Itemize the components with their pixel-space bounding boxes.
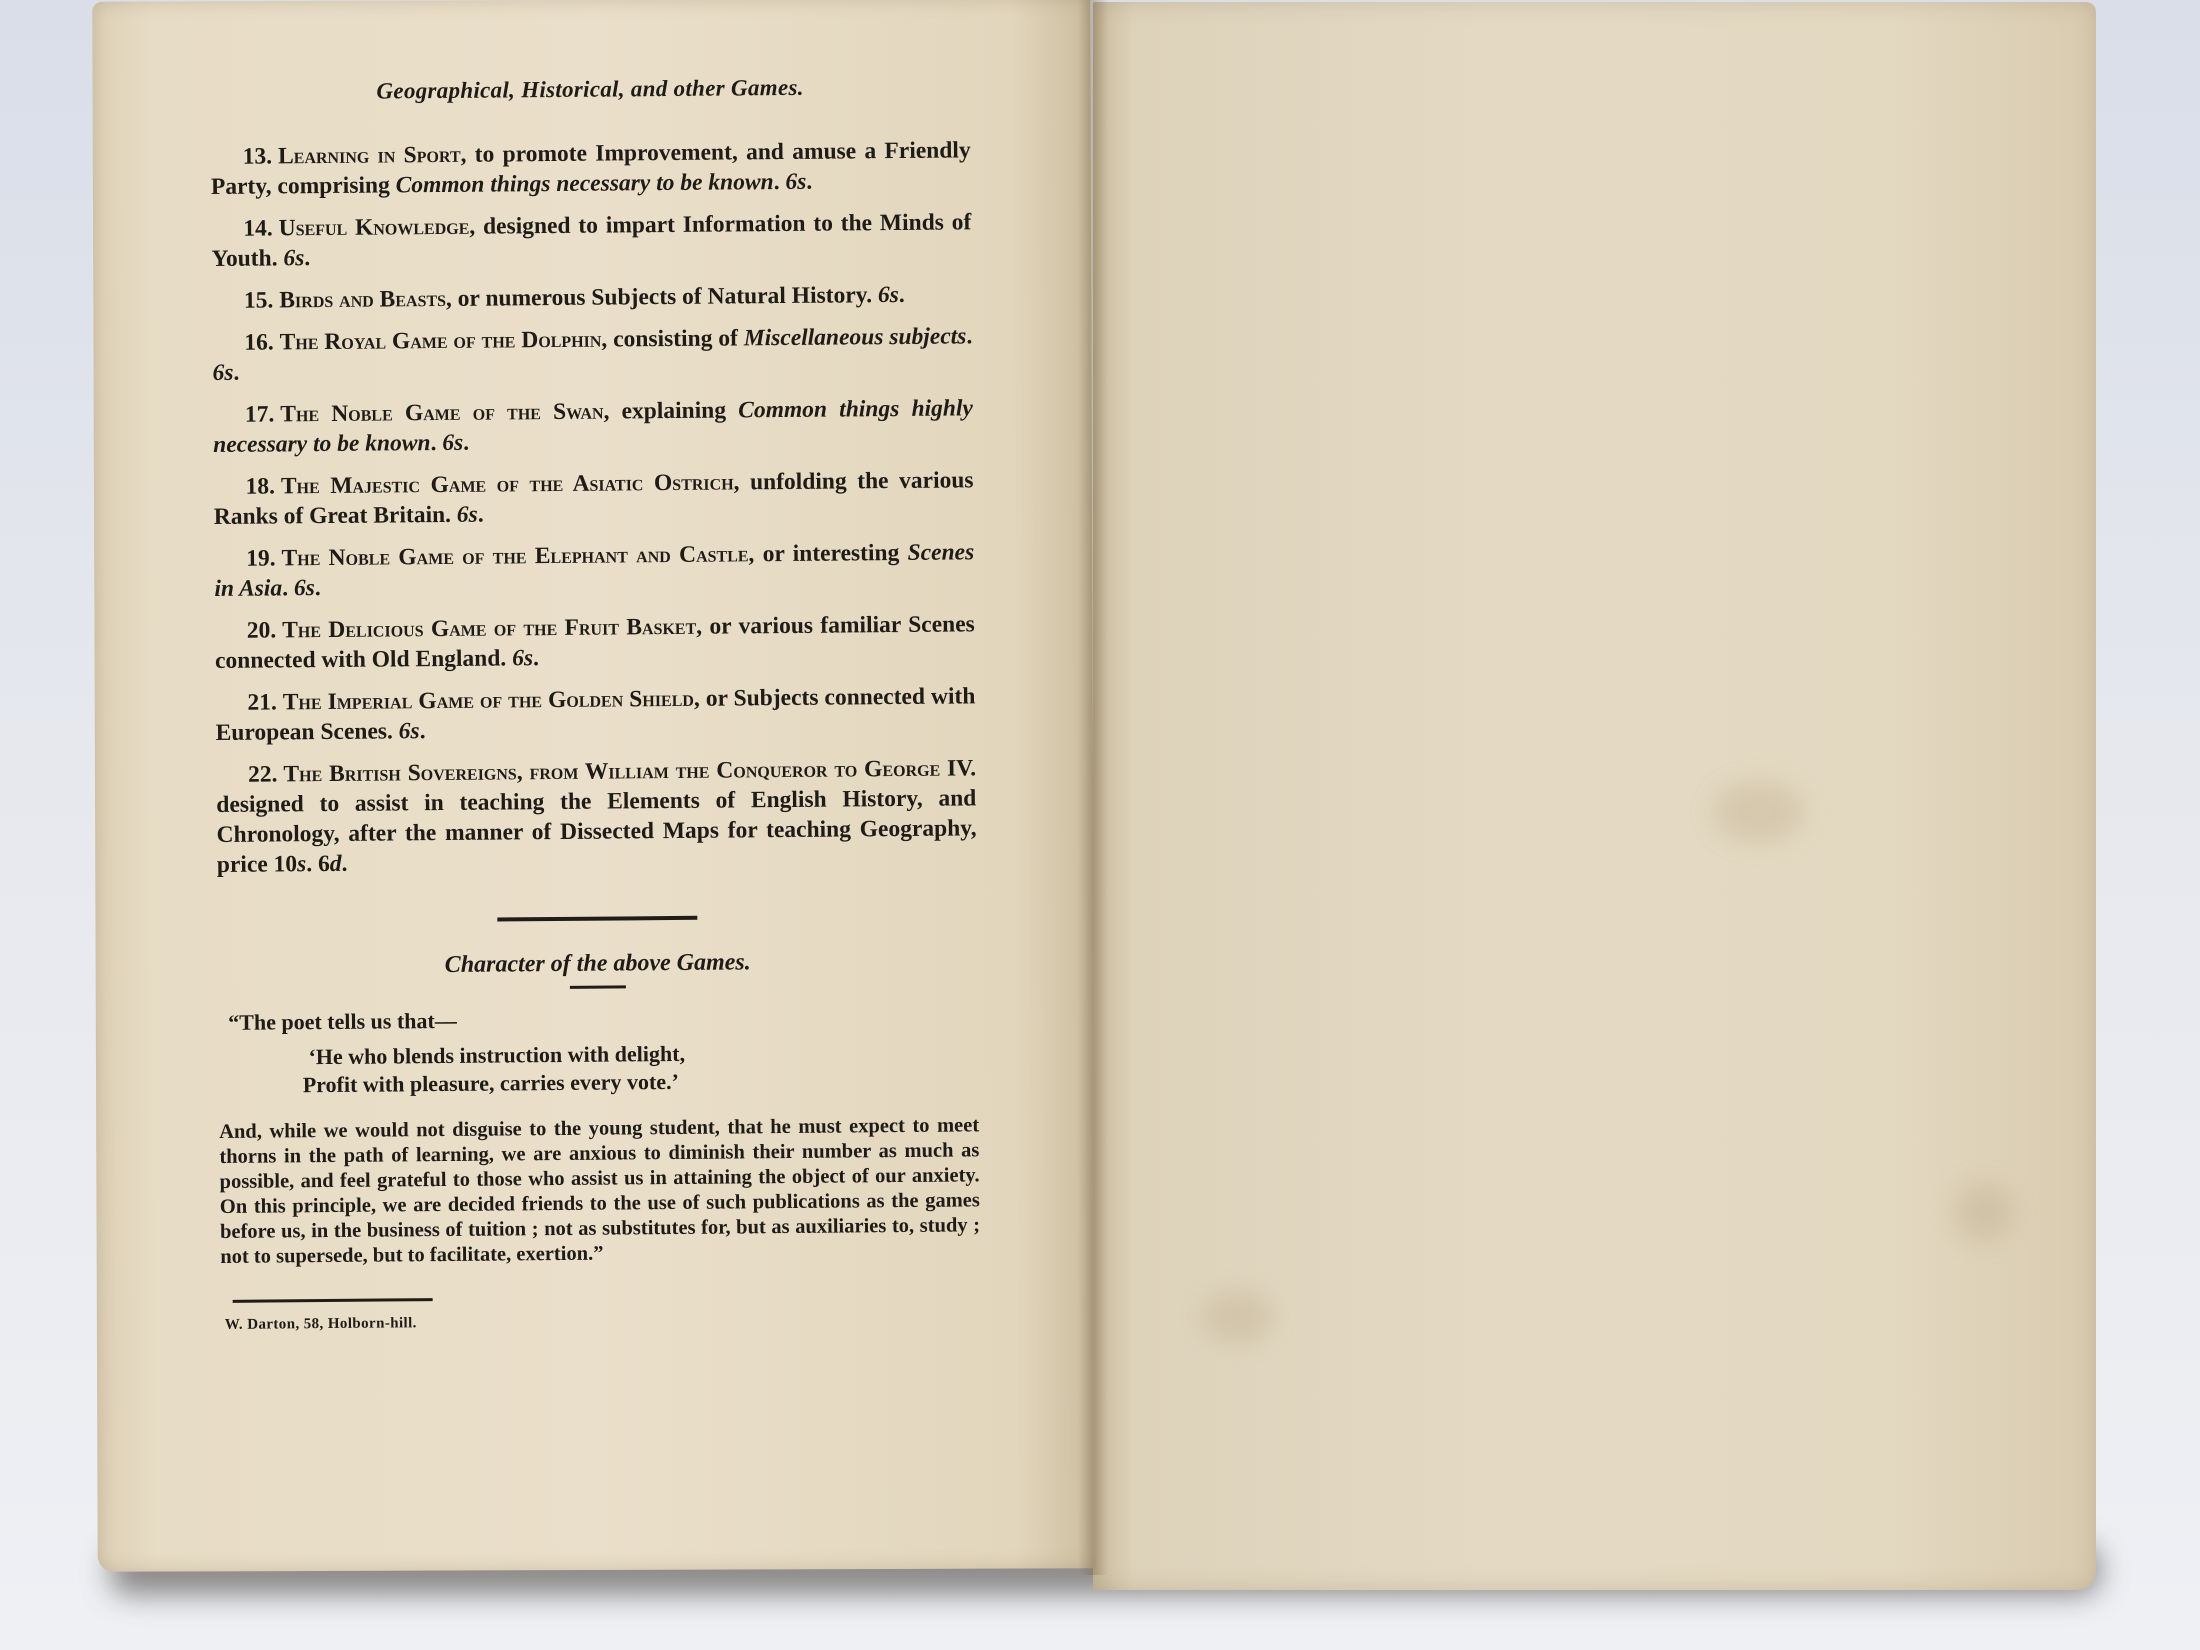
game-title: The British Sovereigns, from William the Conqueror to George IV. bbox=[283, 755, 977, 788]
game-title: The Imperial Game of the Golden Shield bbox=[282, 685, 695, 716]
entry-text: . bbox=[477, 501, 484, 528]
entry-text: . bbox=[233, 359, 240, 386]
entry-text: . bbox=[898, 281, 905, 308]
game-title: Learning in Sport bbox=[277, 141, 461, 170]
entry-text: 6s bbox=[293, 575, 315, 602]
games-list bbox=[211, 135, 977, 880]
entry-number: 17. bbox=[244, 401, 275, 428]
game-entry bbox=[215, 609, 975, 676]
entry-text: , or various familiar Scenes connected with Old England. bbox=[214, 611, 975, 674]
game-title: The Royal Game of the Dolphin bbox=[279, 326, 602, 356]
entry-number: 15. bbox=[243, 287, 274, 314]
entry-number: 19. bbox=[246, 545, 276, 572]
game-entry bbox=[212, 279, 972, 316]
entry-number: 21. bbox=[247, 689, 277, 716]
entry-text: 6s bbox=[398, 718, 420, 745]
entry-text: , or numerous Subjects of Natural History. bbox=[445, 282, 879, 312]
section-divider bbox=[497, 916, 697, 922]
game-entry bbox=[213, 465, 973, 532]
verse-line-1: ‘He who blends instruction with delight, bbox=[308, 1040, 686, 1070]
entry-text: 6s bbox=[512, 645, 534, 672]
entry-number: 18. bbox=[245, 473, 276, 500]
entry-text: . 6 bbox=[306, 850, 330, 878]
entry-text: 6s bbox=[212, 359, 234, 386]
game-title: Birds and Beasts bbox=[279, 285, 447, 314]
entry-text: Common things necessary to be known bbox=[395, 169, 774, 199]
entry-text: 6s bbox=[283, 245, 305, 272]
game-entry bbox=[214, 537, 974, 604]
game-title: The Noble Game of the Swan bbox=[280, 398, 604, 428]
footer-rule bbox=[233, 1298, 433, 1303]
entry-text: 6s bbox=[456, 501, 478, 528]
entry-text: 6s bbox=[877, 281, 899, 309]
short-divider bbox=[570, 985, 626, 988]
entry-text: , designed to impart Information to the Minds of Youth. bbox=[211, 209, 972, 272]
game-entry bbox=[213, 393, 973, 460]
entry-number: 13. bbox=[242, 143, 273, 170]
entry-text: , unfolding the various Ranks of Great Britain. bbox=[213, 467, 974, 530]
entry-text: Common things highly necessary to be known bbox=[213, 395, 974, 458]
game-title: Useful Knowledge bbox=[278, 213, 470, 242]
entry-text: designed to assist in teaching the Elements of English History, and Chronology, after the manner of Dissected Maps for teaching Geography, price 10 bbox=[216, 785, 977, 878]
game-title: The Noble Game of the Elephant and Castle bbox=[281, 541, 749, 572]
entry-number: 20. bbox=[246, 617, 277, 644]
entry-text: , or Subjects connected with European Scenes. bbox=[215, 683, 976, 746]
quote-intro: “The poet tells us that— bbox=[228, 1007, 457, 1035]
book-gutter bbox=[1078, 0, 1108, 1575]
entry-text: . bbox=[304, 245, 311, 272]
entry-text: Miscellaneous subjects bbox=[743, 323, 967, 352]
running-head: Geographical, Historical, and other Games. bbox=[376, 74, 804, 104]
entry-text: 6s bbox=[785, 168, 807, 195]
entry-text: . bbox=[314, 575, 321, 602]
entry-text: , consisting of bbox=[601, 325, 744, 353]
stain bbox=[1953, 1182, 2013, 1242]
entry-number: 22. bbox=[247, 761, 278, 788]
verse-quote bbox=[302, 1037, 978, 1099]
game-title: The Majestic Game of the Asiatic Ostrich bbox=[280, 469, 734, 500]
entry-text: . bbox=[773, 168, 786, 196]
printer-imprint: W. Darton, 58, Holborn-hill. bbox=[224, 1315, 417, 1333]
entry-text: , or interesting bbox=[748, 539, 908, 568]
entry-number: 14. bbox=[243, 215, 273, 242]
entry-text: . bbox=[430, 429, 443, 457]
stain bbox=[1713, 782, 1803, 842]
entry-text: . bbox=[282, 575, 295, 602]
game-entry bbox=[211, 135, 971, 202]
entry-text: 6s bbox=[442, 429, 464, 456]
game-entry bbox=[215, 681, 975, 748]
verse-line-2: Profit with pleasure, carries every vote.’ bbox=[302, 1068, 679, 1098]
entry-text: , to promote Improvement, and amuse a Friendly Party, comprising bbox=[210, 137, 971, 200]
entry-text: . bbox=[806, 168, 813, 195]
page-text bbox=[210, 73, 981, 1334]
entry-text: . bbox=[966, 323, 973, 350]
entry-text: . bbox=[419, 718, 426, 745]
game-entry bbox=[212, 321, 972, 388]
right-page bbox=[1093, 2, 2096, 1590]
entry-text: . bbox=[463, 429, 470, 456]
character-heading: Character of the above Games. bbox=[444, 949, 751, 978]
entry-number: 16. bbox=[244, 329, 274, 356]
entry-text: , explaining bbox=[603, 397, 739, 425]
entry-text: . bbox=[341, 850, 348, 877]
game-entry bbox=[211, 207, 971, 274]
entry-text: d bbox=[329, 850, 342, 877]
character-paragraph: And, while we would not disguise to the young student, that he must expect to meet thorns in the path of learning, we are anxious to diminish their number as much as possible, and feel grateful to those who assist us in attaining the object of our anxiety. On this principle, we are decided friends to the use of such publications as the games before us, in the business of tuition ; not as substitutes for, but as auxiliaries to, study ; not to supersede, but to facilitate, exertion.” bbox=[219, 1114, 981, 1268]
game-entry bbox=[216, 753, 977, 880]
stain bbox=[1203, 1292, 1273, 1342]
entry-text: . bbox=[532, 645, 540, 672]
entry-text: Scenes in Asia bbox=[214, 539, 975, 602]
game-title: The Delicious Game of the Fruit Basket bbox=[282, 613, 697, 644]
entry-text: s bbox=[296, 851, 307, 878]
